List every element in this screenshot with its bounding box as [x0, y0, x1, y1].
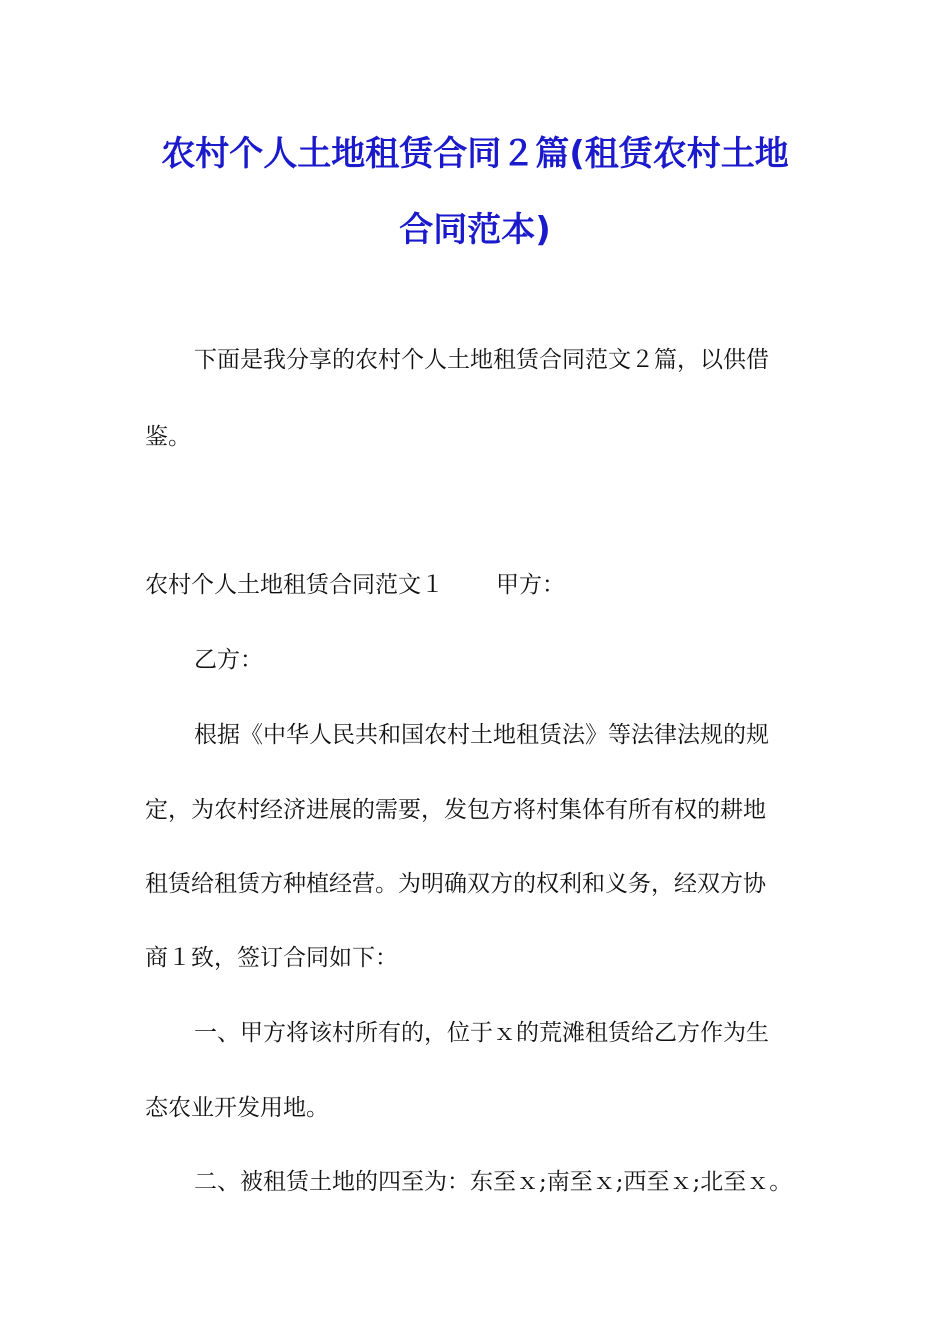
intro-line-2: 鉴。 [145, 424, 191, 450]
clause1-line-2: 态农业开发用地。 [145, 1095, 329, 1121]
party-b-label: 乙方： [194, 647, 263, 673]
document-title-line-2: 合同范本) [399, 210, 551, 250]
clause2-line-1: 二、被租赁土地的四至为：东至ｘ;南至ｘ;西至ｘ;北至ｘ。 [194, 1169, 793, 1195]
intro-line-1: 下面是我分享的农村个人土地租赁合同范文２篇，以供借 [194, 347, 769, 373]
para1-line-2: 定，为农村经济进展的需要，发包方将村集体有所有权的耕地 [145, 797, 766, 823]
document-title-line-1: 农村个人土地租赁合同２篇(租赁农村土地 [161, 134, 789, 174]
party-a-label: 甲方： [496, 572, 565, 598]
para1-line-3: 租赁给租赁方种植经营。为明确双方的权利和义务，经双方协 [145, 871, 766, 897]
sample-1-heading: 农村个人土地租赁合同范文１ [145, 572, 444, 598]
clause1-line-1: 一、甲方将该村所有的，位于ｘ的荒滩租赁给乙方作为生 [194, 1020, 769, 1046]
para1-line-1: 根据《中华人民共和国农村土地租赁法》等法律法规的规 [194, 722, 769, 748]
sample-heading-line [145, 570, 810, 600]
para1-line-4: 商１致，签订合同如下： [145, 945, 398, 971]
